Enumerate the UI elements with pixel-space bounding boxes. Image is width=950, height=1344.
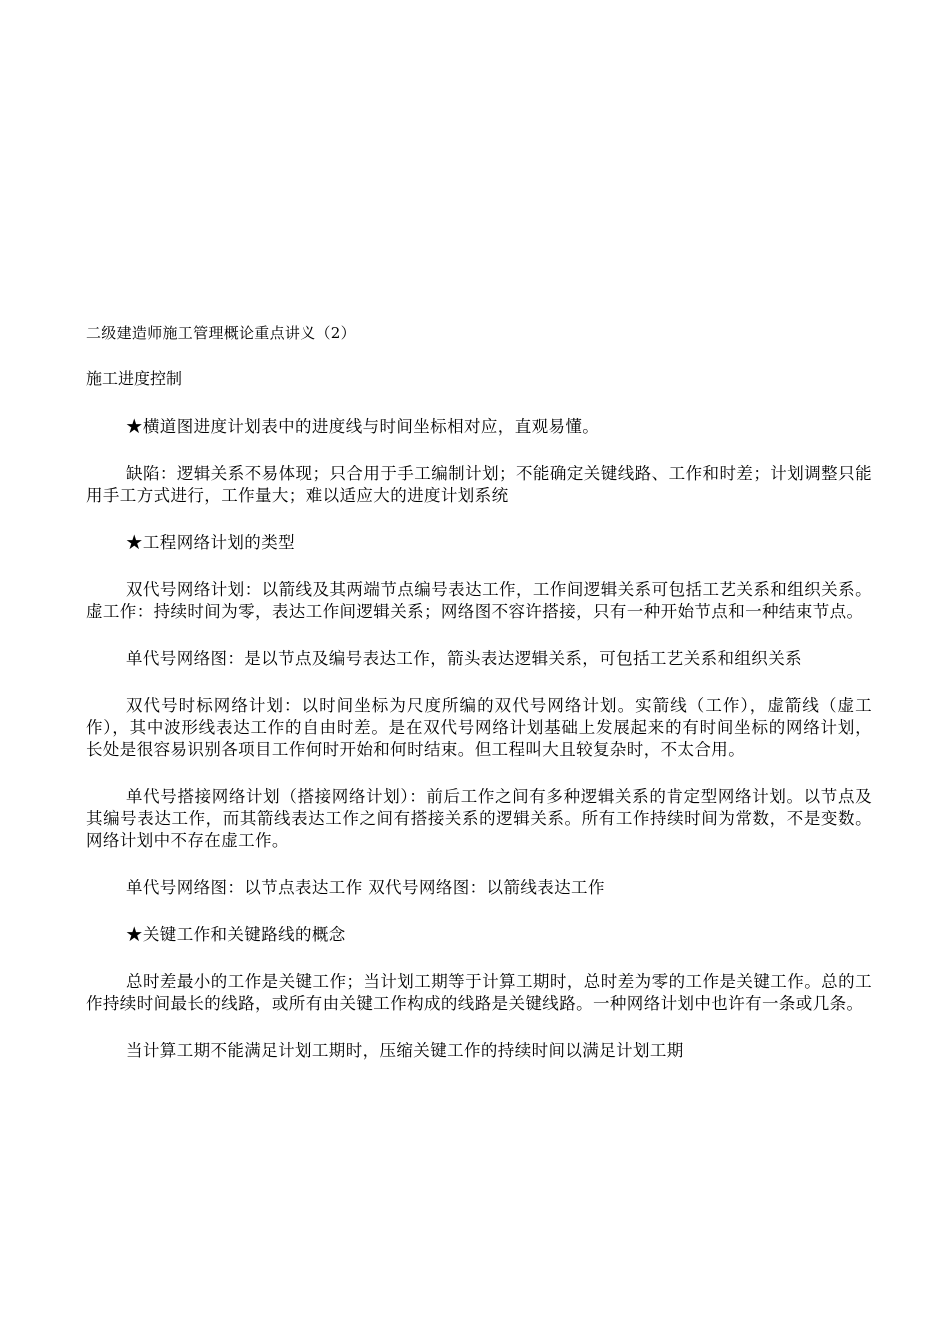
paragraph-single-code-network: 单代号网络图：是以节点及编号表达工作，箭头表达逻辑关系，可包括工艺关系和组织关系 <box>126 649 802 668</box>
document-page <box>86 322 872 1087</box>
paragraph-time-scaled-network: 双代号时标网络计划：以时间坐标为尺度所编的双代号网络计划。实箭线（工作），虚箭线（虚工作），其中波形线表达工作的自由时差。是在双代号网络计划基础上发展起来的有时间坐标的网络计划，长处是很容易识别各项目工作何时开始和何时结束。但工程叫大且较复杂时，不太合用。 <box>86 696 872 759</box>
paragraph-double-code-network: 双代号网络计划：以箭线及其两端节点编号表达工作，工作间逻辑关系可包括工艺关系和组织关系。虚工作：持续时间为零，表达工作间逻辑关系；网络图不容许搭接，只有一种开始节点和一种结束节点。 <box>86 580 872 621</box>
paragraph-critical-work-definition: 总时差最小的工作是关键工作；当计划工期等于计算工期时，总时差为零的工作是关键工作。总的工作持续时间最长的线路，或所有由关键工作构成的线路是关键线路。一种网络计划中也许有一条或几条。 <box>86 972 872 1013</box>
paragraph-compress-duration: 当计算工期不能满足计划工期时，压缩关键工作的持续时间以满足计划工期 <box>126 1041 684 1060</box>
paragraph-gantt-drawbacks: 缺陷：逻辑关系不易体现；只合用于手工编制计划；不能确定关键线路、工作和时差；计划调整只能用手工方式进行，工作量大；难以适应大的进度计划系统 <box>86 464 872 505</box>
paragraph-critical-path-heading: ★关键工作和关键路线的概念 <box>126 925 346 944</box>
paragraph-network-comparison: 单代号网络图：以节点表达工作 双代号网络图：以箭线表达工作 <box>126 878 605 897</box>
paragraph-network-types-heading: ★工程网络计划的类型 <box>126 533 295 552</box>
section-heading: 施工进度控制 <box>86 369 183 388</box>
paragraph-gantt-chart: ★横道图进度计划表中的进度线与时间坐标相对应，直观易懂。 <box>126 417 600 436</box>
paragraph-overlap-network: 单代号搭接网络计划（搭接网络计划）：前后工作之间有多种逻辑关系的肯定型网络计划。以节点及其编号表达工作，而其箭线表达工作之间有搭接关系的逻辑关系。所有工作持续时间为常数，不是变数。网络计划中不存在虚工作。 <box>86 787 872 850</box>
document-title: 二级建造师施工管理概论重点讲义（2） <box>86 324 356 342</box>
